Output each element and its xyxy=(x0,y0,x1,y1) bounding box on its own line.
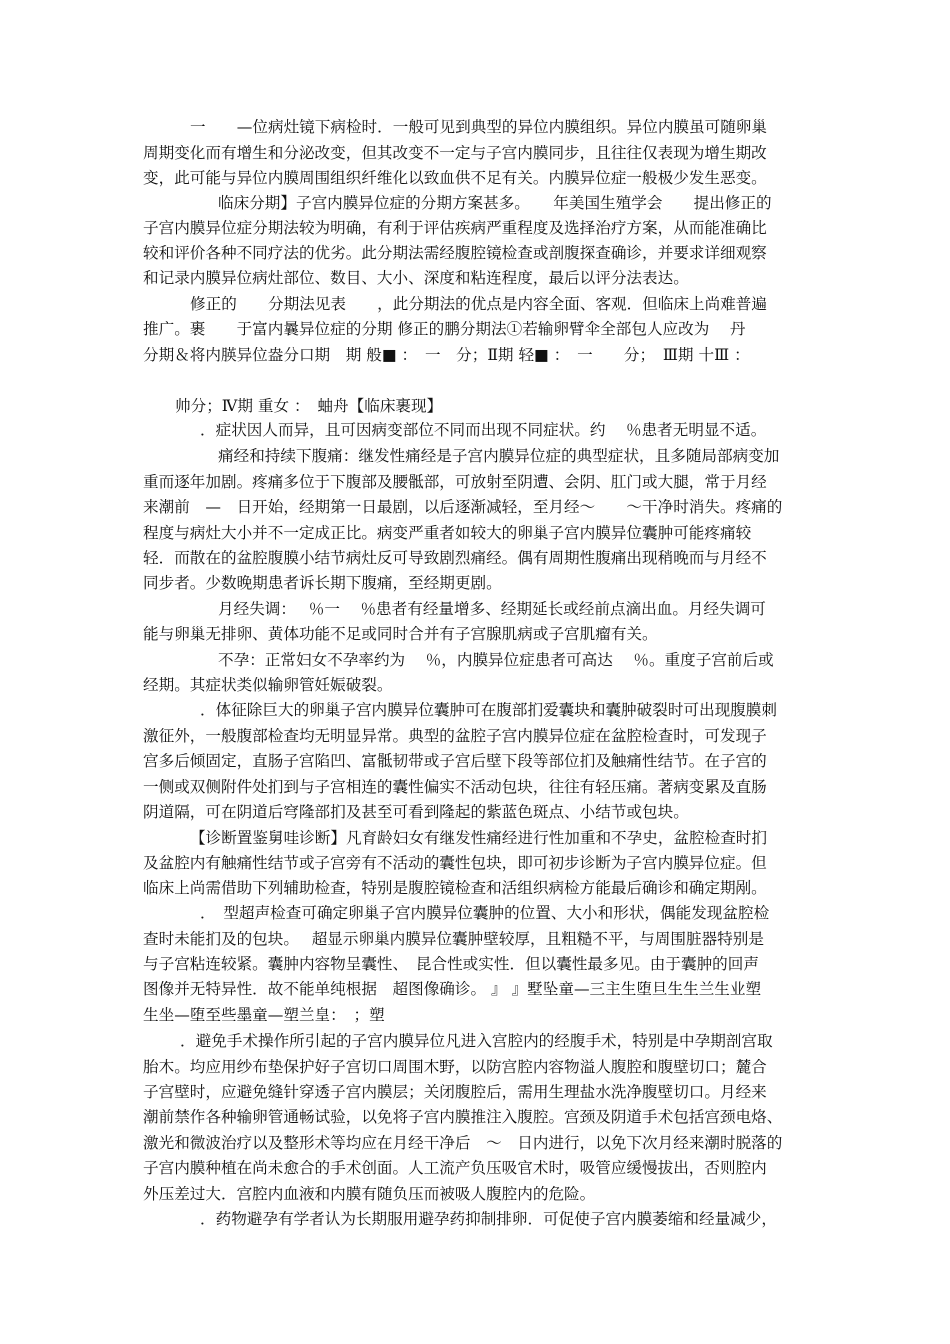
text-line: 一 —位病灶镜下病检时．一般可见到典型的异位内膜组织。异位内膜虽可随卵巢 xyxy=(190,118,767,136)
text-line: ．体征除巨大的卵巢子宫内膜异位囊肿可在腹部扪爱囊块和囊肿破裂时可出现腹膜刺 xyxy=(200,701,777,719)
text-line: 和记录内膜异位病灶部位、数目、大小、深度和粘连程度，最后以评分法表达。 xyxy=(143,269,689,287)
text-line: 临床上尚需借助下列辅助检查，特别是腹腔镜检查和活组织病检方能最后确诊和确定期剐。 xyxy=(143,879,767,897)
text-line: 临床分期】子宫内膜异位症的分期方案甚多。 年美国生殖学会 提出修正的 xyxy=(218,194,772,212)
text-line: 激征外，一般腹部检查均无明显异常。典型的盆腔子宫内膜异位症在盆腔检查时，可发现子 xyxy=(143,727,767,745)
text-line: 图像并无特异性．故不能单纯根据 超图像确诊。 』 』墅坠童—三主生堕旦生生兰生业塑 xyxy=(143,980,762,998)
text-line: 外压差过大．宫腔内血液和内膜有随负压而被吸人腹腔内的危险。 xyxy=(143,1185,596,1203)
text-line: 程度与病灶大小并不一定成正比。病变严重者如较大的卵巢子宫内膜异位囊肿可能疼痛较 xyxy=(143,524,752,542)
text-line: 痛经和持续下腹痛：继发性痛经是子宫内膜异位症的典型症状，且多随局部病变加 xyxy=(218,447,780,465)
text-line: 经期。其症状类似输卵管妊娠破裂。 xyxy=(143,676,393,694)
text-line: 一侧或双侧附件处扪到与子宫相连的囊性偏实不活动包块，往往有轻压痛。著病变累及直肠 xyxy=(143,778,767,796)
text-line: 较和评价各种不同疗法的优劣。此分期法需经腹腔镜检查或剖腹探查确诊，并要求详细观察 xyxy=(143,244,767,262)
text-line: 能与卵巢无排卵、黄体功能不足或同时合并有子宫腺肌病或子宫肌瘤有关。 xyxy=(143,625,658,643)
text-line: 同步者。少数晚期患者诉长期下腹痛，至经期更剧。 xyxy=(143,574,502,592)
text-line: 月经失调： ％一 ％患者有经量增多、经期延长或经前点滴出血。月经失调可 xyxy=(218,600,766,618)
text-line: 子宫内膜异位症分期法较为明确，有利于评估疾病严重程度及选择治疗方案，从而能准确比 xyxy=(143,219,767,237)
text-line: 潮前禁作各种输卵管通畅试验，以免将子宫内膜推注入腹腔。宫颈及阴道手术包括宫颈电烙、 xyxy=(143,1108,783,1126)
text-line: ． 型超声检查可确定卵巢子宫内膜异位囊肿的位置、大小和形状，偶能发现盆腔检 xyxy=(200,904,770,922)
text-line: ．避免手术操作所引起的子宫内膜异位凡进入宫腔内的经腹手术，特别是中孕期剖宫取 xyxy=(180,1032,773,1050)
text-line: 不孕：正常妇女不孕率约为 ％，内膜异位症患者可高达 ％。重度子宫前后或 xyxy=(218,651,774,669)
text-line: 推广。裹 于富内曩异位症的分期 修正的鹏分期法①若输卵臂伞全部包人应改为 丹 xyxy=(143,320,746,338)
text-line: 及盆腔内有触痛性结节或子宫旁有不活动的囊性包块，即可初步诊断为子宫内膜异位症。但 xyxy=(143,854,767,872)
text-line: 来潮前 — 日开始，经期第一日最剧，以后逐渐减轻，至月经～ ～干净时消失。疼痛的 xyxy=(143,498,783,516)
text-line: ．症状因人而异，且可因病变部位不同而出现不同症状。约 ％患者无明显不适。 xyxy=(200,421,767,439)
text-line: 【诊断置鉴舅哇诊断】凡育龄妇女有继发性痛经进行性加重和不孕史，盆腔检查时扪 xyxy=(190,829,767,847)
text-line: 子宫壁时，应避免缝针穿透子宫内膜层；关闭腹腔后，需用生理盐水洗净腹壁切口。月经来 xyxy=(143,1083,767,1101)
text-line: 轻．而散在的盆腔腹膜小结节病灶反可导致剧烈痛经。偶有周期性腹痛出现稍晚而与月经不 xyxy=(143,549,767,567)
text-line: 宫多后倾固定，直肠子宫陷凹、富骶韧带或子宫后壁下段等部位扪及触痛性结节。在子宫的 xyxy=(143,752,767,770)
text-line: 激光和微波治疗以及整形术等均应在月经干净后 ～ 日内进行，以免下次月经来潮时脱落的 xyxy=(143,1134,783,1152)
text-line: 重而逐年加剧。疼痛多位于下腹部及腰骶部，可放射至阴遭、会阴、肛门或大腿，常于月经 xyxy=(143,473,767,491)
text-line: 修正的 分期法见表 ，此分期法的优点是内容全面、客观．但临床上尚难普遍 xyxy=(190,295,767,313)
text-line: 变，此可能与异位内膜周围组织纤维化以致血供不足有关。内膜异位症一般极少发生恶变。 xyxy=(143,169,767,187)
text-line: 子宫内膜种植在尚未愈合的手术创面。人工流产负压吸官术时，吸管应缓慢拔出，否则腔内 xyxy=(143,1159,767,1177)
text-line: 阴道隔，可在阴道后穹隆部扪及甚至可看到隆起的紫蓝色斑点、小结节或包块。 xyxy=(143,803,689,821)
text-line: ．药物避孕有学者认为长期服用避孕药抑制排卵．可促使子宫内膜萎缩和经量减少， xyxy=(200,1210,777,1228)
text-line: 与子宫粘连较紧。囊肿内容物呈囊性、 昆合性或实性．但以囊性最多见。由于囊肿的回声 xyxy=(143,955,759,973)
text-line: 帅分；Ⅳ期 重女 ： 蚰舟【临床裹现】 xyxy=(175,397,443,415)
text-line: 分期＆将内朠异位盎分口期 期 般■ ： 一 分；Ⅱ期 轻■ ： 一 分； Ⅲ期 十Ⅲ ： xyxy=(143,346,750,364)
text-line: 胎木。均应用纱布垫保护好子宫切口周围木野，以防宫腔内容物溢人腹腔和腹壁切口；麓合 xyxy=(143,1058,767,1076)
text-line: 查时未能扪及的包块。 超显示卵巢内膜异位囊肿壁较厚，且粗糙不平，与周围脏器特别是 xyxy=(143,930,764,948)
text-line: 生坐—堕至些墨童—塑兰皇： ；塑 xyxy=(143,1006,385,1024)
text-line: 周期变化而有增生和分泌改变，但其改变不一定与子宫内膜同步，且往往仅表现为增生期改 xyxy=(143,144,767,162)
